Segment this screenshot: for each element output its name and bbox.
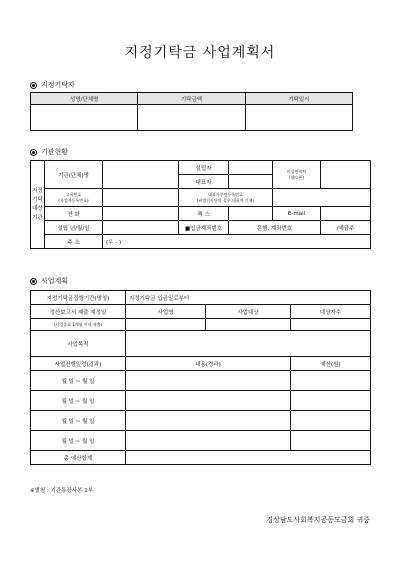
budget-cell-1[interactable] [291, 371, 371, 391]
project-name-cell[interactable] [126, 319, 206, 331]
email-cell[interactable] [321, 207, 371, 221]
content-header: 내용(경과) [126, 357, 291, 371]
budget-cell-2[interactable] [291, 391, 371, 411]
representative-label: 대표자 [179, 175, 229, 189]
rep-reg-no-label [179, 189, 273, 207]
org-name-cell[interactable] [103, 161, 179, 189]
office-contact-text: 비상연락처 [286, 168, 307, 174]
amount-cell[interactable] [138, 105, 245, 131]
budget-header: 예산(원) [291, 357, 371, 371]
date-cell[interactable] [245, 105, 352, 131]
unique-no-sub: (사업자등록번호) [58, 197, 89, 203]
org-name-label: 기관(단체)명 [45, 161, 103, 189]
date-range-4[interactable]: 월 일 ~ 월 일 [31, 431, 126, 451]
content-cell-2[interactable] [126, 391, 291, 411]
office-contact-label [273, 161, 321, 189]
header-date: 기탁일시 [245, 93, 352, 105]
content-cell-1[interactable] [126, 371, 291, 391]
account-label: ■입금계좌번호 [179, 221, 229, 235]
establishment-cell[interactable] [229, 161, 273, 175]
target-count-cell[interactable] [291, 319, 371, 331]
page-title: 지정기탁금 사업계획서 [124, 45, 276, 61]
section-plan-heading [30, 276, 68, 286]
email-label: E-mail [273, 207, 321, 221]
rep-reg-no-sub: (비법인사단의 경우 대표자 기재) [196, 197, 255, 203]
representative-cell[interactable] [229, 175, 273, 189]
founded-cell[interactable] [103, 221, 179, 235]
content-cell-4[interactable] [126, 431, 291, 451]
header-donor-name: 성명/단체명 [31, 93, 138, 105]
purpose-cell[interactable] [126, 331, 371, 357]
donor-table [30, 92, 353, 131]
header-amount: 기탁금액 [138, 93, 245, 105]
address-label: 주 소 [45, 235, 103, 249]
attachment-note: ※별첨 : 기관통장사본 1부 [30, 488, 94, 494]
unique-no-label [45, 189, 103, 207]
total-label: 총 예산합계 [31, 451, 126, 465]
founded-label: 설립 년/월/일 [45, 221, 103, 235]
unique-no-text: 고유번호 [65, 191, 82, 197]
unique-no-cell[interactable] [103, 189, 179, 207]
budget-cell-3[interactable] [291, 411, 371, 431]
report-sub: (사업종료 1개월 이내 제출) [31, 319, 126, 331]
date-range-1[interactable]: 월 일 ~ 월 일 [31, 371, 126, 391]
period-value[interactable]: 지정기탁금 입금일로부터 [126, 291, 371, 305]
period-label: 지정기탁금집행기간(명칭) [31, 291, 126, 305]
section-donor-label: 지정기탁자 [41, 81, 75, 89]
org-table [30, 160, 371, 249]
phone-label: 전 화 [45, 207, 103, 221]
plan-table [30, 290, 371, 465]
schedule-header: 사업진행일정(경과) [31, 357, 126, 371]
fax-cell[interactable] [229, 207, 273, 221]
col-project-name: 사업명 [126, 305, 206, 319]
col-target-count: 대상자수 [291, 305, 371, 319]
section-donor-heading [30, 80, 75, 90]
content-cell-3[interactable] [126, 411, 291, 431]
date-range-2[interactable]: 월 일 ~ 월 일 [31, 391, 126, 411]
footer-recipient: 경상남도사회복지공동모금회 귀중 [266, 516, 370, 524]
establishment-label: 설립자 [179, 161, 229, 175]
account-value[interactable]: 은행, 계좌번호 [229, 221, 321, 235]
rep-reg-no-text: 대표자주민등록번호 [208, 191, 243, 197]
office-contact-cell[interactable] [321, 161, 371, 189]
office-contact-sub: (핸드폰) [289, 174, 304, 180]
purpose-label: 사업목적 [31, 331, 126, 357]
address-cell[interactable]: (우 - ) [103, 235, 371, 249]
date-range-3[interactable]: 월 일 ~ 월 일 [31, 411, 126, 431]
donor-name-cell[interactable] [31, 105, 138, 131]
section-plan-label: 사업계획 [41, 277, 69, 285]
col-project-target: 사업대상 [206, 305, 291, 319]
total-cell[interactable] [126, 451, 371, 465]
phone-cell[interactable] [103, 207, 179, 221]
report-label: 정산보고서 제출 예정일 [31, 305, 126, 319]
project-target-cell[interactable] [206, 319, 291, 331]
circle-bullet-icon [30, 278, 37, 285]
rep-reg-no-cell[interactable] [273, 189, 371, 207]
holder-label: /예금주 [321, 221, 371, 235]
circle-bullet-icon [30, 149, 37, 156]
section-org-heading [30, 147, 68, 157]
section-org-label: 기관현황 [41, 148, 69, 156]
circle-bullet-icon [30, 82, 37, 89]
org-side-label: 지정기탁대상기관 [31, 161, 45, 249]
budget-cell-4[interactable] [291, 431, 371, 451]
fax-label: 팩 스 [179, 207, 229, 221]
